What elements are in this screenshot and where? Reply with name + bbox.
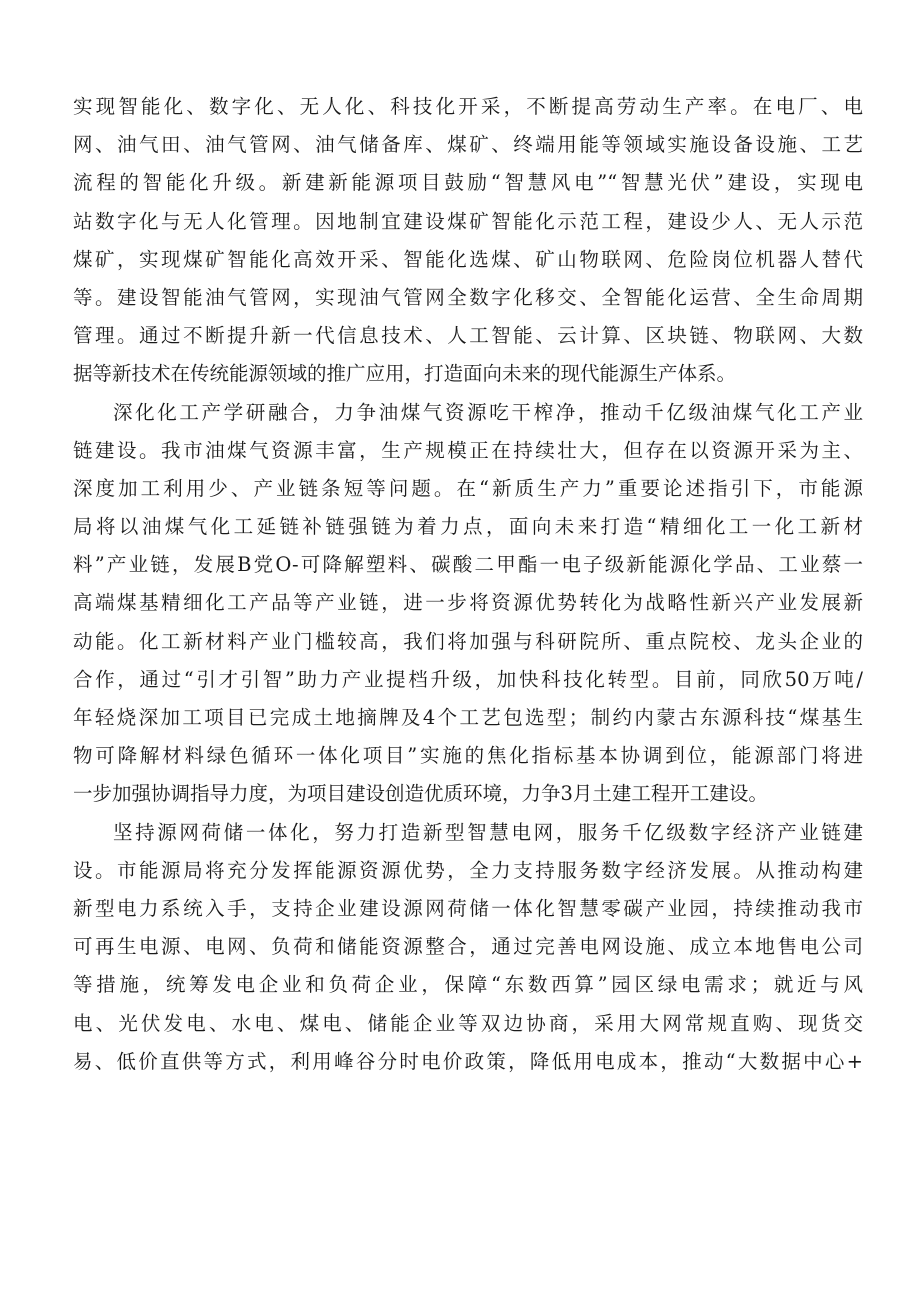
text-line: 据等新技术在传统能源领域的推广应用，打造面向未来的现代能源生产体系。 — [73, 362, 737, 386]
paragraph-smart-grid — [73, 814, 863, 1081]
text-line: 流程的智能化升级。新建新能源项目鼓励“智慧风电”“智慧光伏”建设，实现电 — [73, 171, 863, 195]
paragraph-chemical-industry — [73, 394, 863, 814]
text-line: 电、光伏发电、水电、煤电、储能企业等双边协商，采用大网常规直购、现货交 — [73, 1011, 863, 1035]
text-line: 局将以油煤气化工延链补链强链为着力点，面向未来打造“精细化工一化工新材 — [73, 515, 863, 539]
text-line: 设。市能源局将充分发挥能源资源优势，全力支持服务数字经济发展。从推动构建 — [73, 858, 863, 882]
text-line: 坚持源网荷储一体化，努力打造新型智慧电网，服务千亿级数字经济产业链建 — [113, 820, 863, 844]
text-line: 链建设。我市油煤气资源丰富，生产规模正在持续壮大，但存在以资源开采为主、 — [73, 438, 863, 462]
text-line: 煤矿，实现煤矿智能化高效开采、智能化选煤、矿山物联网、危险岗位机器人替代 — [73, 247, 863, 271]
text-line: 年轻烧深加工项目已完成土地摘牌及4个工艺包选型；制约内蒙古东源科技“煤基生 — [73, 706, 863, 729]
text-line: 管理。通过不断提升新一代信息技术、人工智能、云计算、区块链、物联网、大数 — [73, 324, 863, 348]
text-line: 动能。化工新材料产业门槛较高，我们将加强与科研院所、重点院校、龙头企业的 — [73, 629, 863, 653]
text-line: 高端煤基精细化工产品等产业链，进一步将资源优势转化为战略性新兴产业发展新 — [73, 591, 863, 615]
text-line: 网、油气田、油气管网、油气储备库、煤矿、终端用能等领域实施设备设施、工艺 — [73, 133, 863, 157]
text-line: 等措施，统筹发电企业和负荷企业，保障“东数西算”园区绿电需求；就近与风 — [73, 973, 863, 997]
text-line: 物可降解材料绿色循环一体化项目”实施的焦化指标基本协调到位，能源部门将进 — [73, 744, 863, 768]
text-line: 合作，通过“引才引智”助力产业提档升级，加快科技化转型。目前，同欣50万吨/ — [73, 667, 863, 691]
document-body — [73, 88, 863, 1081]
text-line: 深度加工利用少、产业链条短等问题。在“新质生产力”重要论述指引下，市能源 — [73, 476, 863, 500]
text-line: 实现智能化、数字化、无人化、科技化开采，不断提高劳动生产率。在电厂、电 — [73, 95, 863, 118]
text-line: 料”产业链，发展B党O-可降解塑料、碳酸二甲酯一电子级新能源化学品、工业蔡一 — [73, 553, 863, 577]
text-line: 易、低价直供等方式，利用峰谷分时电价政策，降低用电成本，推动“大数据中心+ — [73, 1049, 863, 1073]
text-line: 深化化工产学研融合，力争油煤气资源吃干榨净，推动千亿级油煤气化工产业 — [113, 400, 863, 424]
paragraph-intelligent-mining — [73, 88, 863, 394]
text-line: 等。建设智能油气管网，实现油气管网全数字化移交、全智能化运营、全生命周期 — [73, 285, 863, 309]
text-line: 新型电力系统入手，支持企业建设源网荷储一体化智慧零碳产业园，持续推动我市 — [73, 896, 863, 920]
text-line: 一步加强协调指导力度，为项目建设创造优质环境，力争3月土建工程开工建设。 — [73, 782, 768, 806]
text-line: 可再生电源、电网、负荷和储能资源整合，通过完善电网设施、成立本地售电公司 — [73, 935, 863, 959]
text-line: 站数字化与无人化管理。因地制宜建设煤矿智能化示范工程，建设少人、无人示范 — [73, 209, 863, 233]
